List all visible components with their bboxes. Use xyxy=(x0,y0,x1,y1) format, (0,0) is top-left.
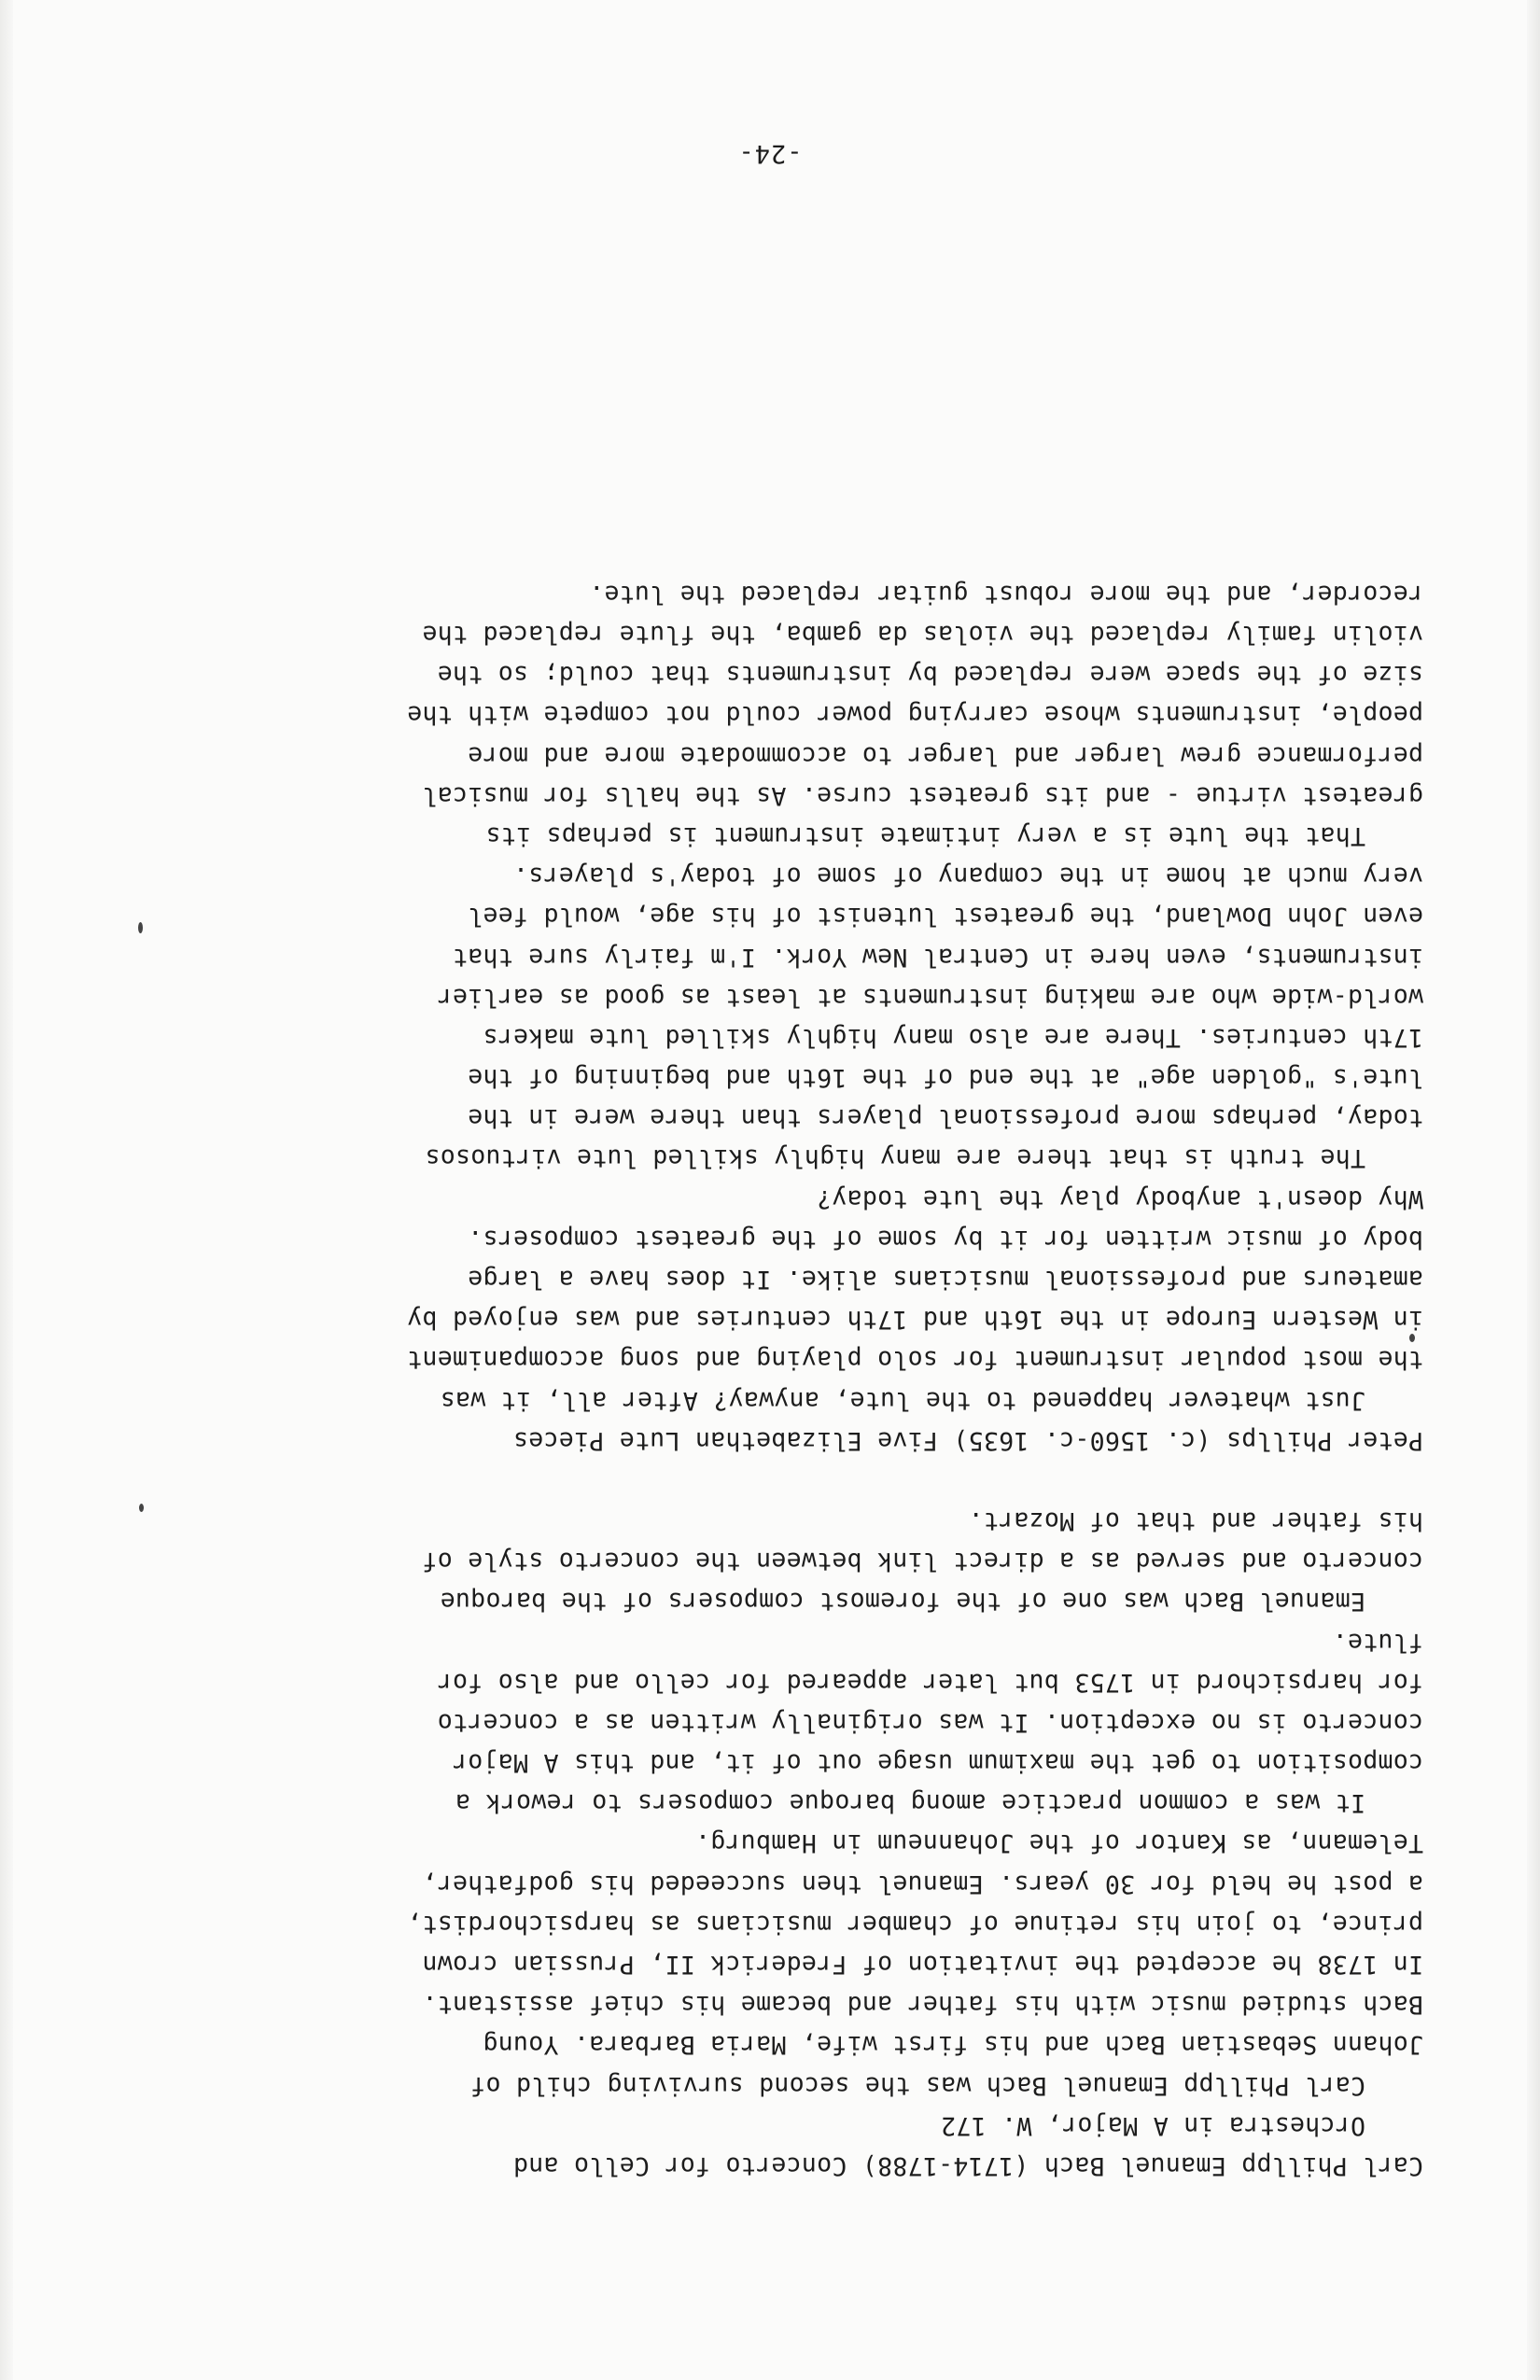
text-line: flute. xyxy=(1332,1627,1423,1657)
text-line: prince, to join his retinue of chamber musicians as harpsichordist, xyxy=(406,1909,1423,1939)
heading-line: Orchestra in A Major, W. 172 xyxy=(940,2110,1365,2140)
text-line: Emanuel Bach was one of the foremost composers of the baroque xyxy=(440,1587,1365,1617)
text-line: composition to get the maximum usage out of it, and this A Major xyxy=(452,1748,1423,1778)
paragraph xyxy=(98,1501,1423,1622)
text-line: for harpsichord in 1753 but later appeared for cello and also for xyxy=(437,1667,1423,1697)
page-edge-shadow xyxy=(0,0,13,2380)
text-line: Johann Sebastian Bach and his first wife, Maria Barbara. Young xyxy=(483,2030,1423,2060)
text-line: the most popular instrument for solo playing and song accompaniment xyxy=(406,1345,1423,1375)
text-line: performance grew larger and larger to accommodate more and more xyxy=(467,740,1423,770)
paragraph xyxy=(98,574,1423,856)
text-line: The truth is that there are many highly skilled lute virtuosos xyxy=(425,1143,1365,1173)
text-line: Carl Phillpp Emanuel Bach was the second surviving child of xyxy=(469,2070,1365,2100)
text-line: It was a common practice among baroque composers to rework a xyxy=(455,1788,1365,1818)
text-line: amateurs and professional musicians alike. It does have a large xyxy=(467,1265,1423,1295)
text-line: in Western Europe in the 16th and 17th centuries and was enjoyed by xyxy=(406,1305,1423,1335)
text-line: size of the space were replaced by instruments that could; so the xyxy=(437,660,1423,690)
heading-line: Carl Phillpp Emanuel Bach (1714-1788) Concerto for Cello and xyxy=(512,2151,1423,2180)
text-line: Bach studied music with his father and became his chief assistant. xyxy=(422,1990,1423,2020)
text-line: very much at home in the company of some of today's players. xyxy=(512,861,1423,891)
text-line: That the lute is a very intimate instrument is perhaps its xyxy=(485,821,1365,850)
text-line: even John Dowland, the greatest lutenist of his age, would feel xyxy=(467,902,1423,931)
text-line: concerto is no exception. It was originally written as a concerto xyxy=(437,1707,1423,1737)
text-line: instruments, even here in Central New York. I'm fairly sure that xyxy=(452,942,1423,972)
text-line: concerto and served as a direct link between the concerto style of xyxy=(422,1547,1423,1576)
text-line: recorder, and the more robust guitar replaced the lute. xyxy=(589,579,1423,609)
text-line: today, perhaps more professional players than there were in the xyxy=(467,1103,1423,1133)
text-line: violin family replaced the violas da gamba, the flute replaced the xyxy=(422,620,1423,650)
text-line: lute's "golden age" at the end of the 16th and beginning of the xyxy=(467,1063,1423,1093)
document-body xyxy=(98,574,1423,2186)
text-line: body of music written for it by some of the greatest composers. xyxy=(467,1224,1423,1253)
text-line: In 1738 he accepted the invitation of Frederick II, Prussian crown xyxy=(422,1950,1423,1980)
section-heading: Peter Phillps (c. 1560-c. 1635) Five Elizabethan Lute Pieces xyxy=(512,1425,1423,1455)
paragraph xyxy=(98,1823,1423,2105)
paragraph xyxy=(98,1621,1423,1823)
text-line: people, instruments whose carrying power could not compete with the xyxy=(406,700,1423,730)
text-line: world-wide who are making instruments at least as good as earlier xyxy=(437,982,1423,1012)
paragraph xyxy=(98,1179,1423,1421)
paragraph xyxy=(98,856,1423,1179)
text-line: Why doesn't anybody play the lute today? xyxy=(816,1183,1423,1213)
text-line: greatest virtue - and its greatest curse. As the halls for musical xyxy=(422,780,1423,810)
text-line: Telemann, as Kantor of the Johanneum in Hamburg. xyxy=(694,1828,1423,1858)
page-number: -24- xyxy=(737,139,803,168)
text-line: a post he held for 30 years. Emanuel then succeeded his godfather, xyxy=(422,1869,1423,1898)
text-line: his father and that of Mozart. xyxy=(968,1506,1423,1535)
text-line: Just whatever happened to the lute, anyway? After all, it was xyxy=(440,1385,1365,1415)
text-line: 17th centuries. There are also many highly skilled lute makers xyxy=(483,1022,1423,1052)
page-edge-shadow xyxy=(1527,0,1540,2380)
